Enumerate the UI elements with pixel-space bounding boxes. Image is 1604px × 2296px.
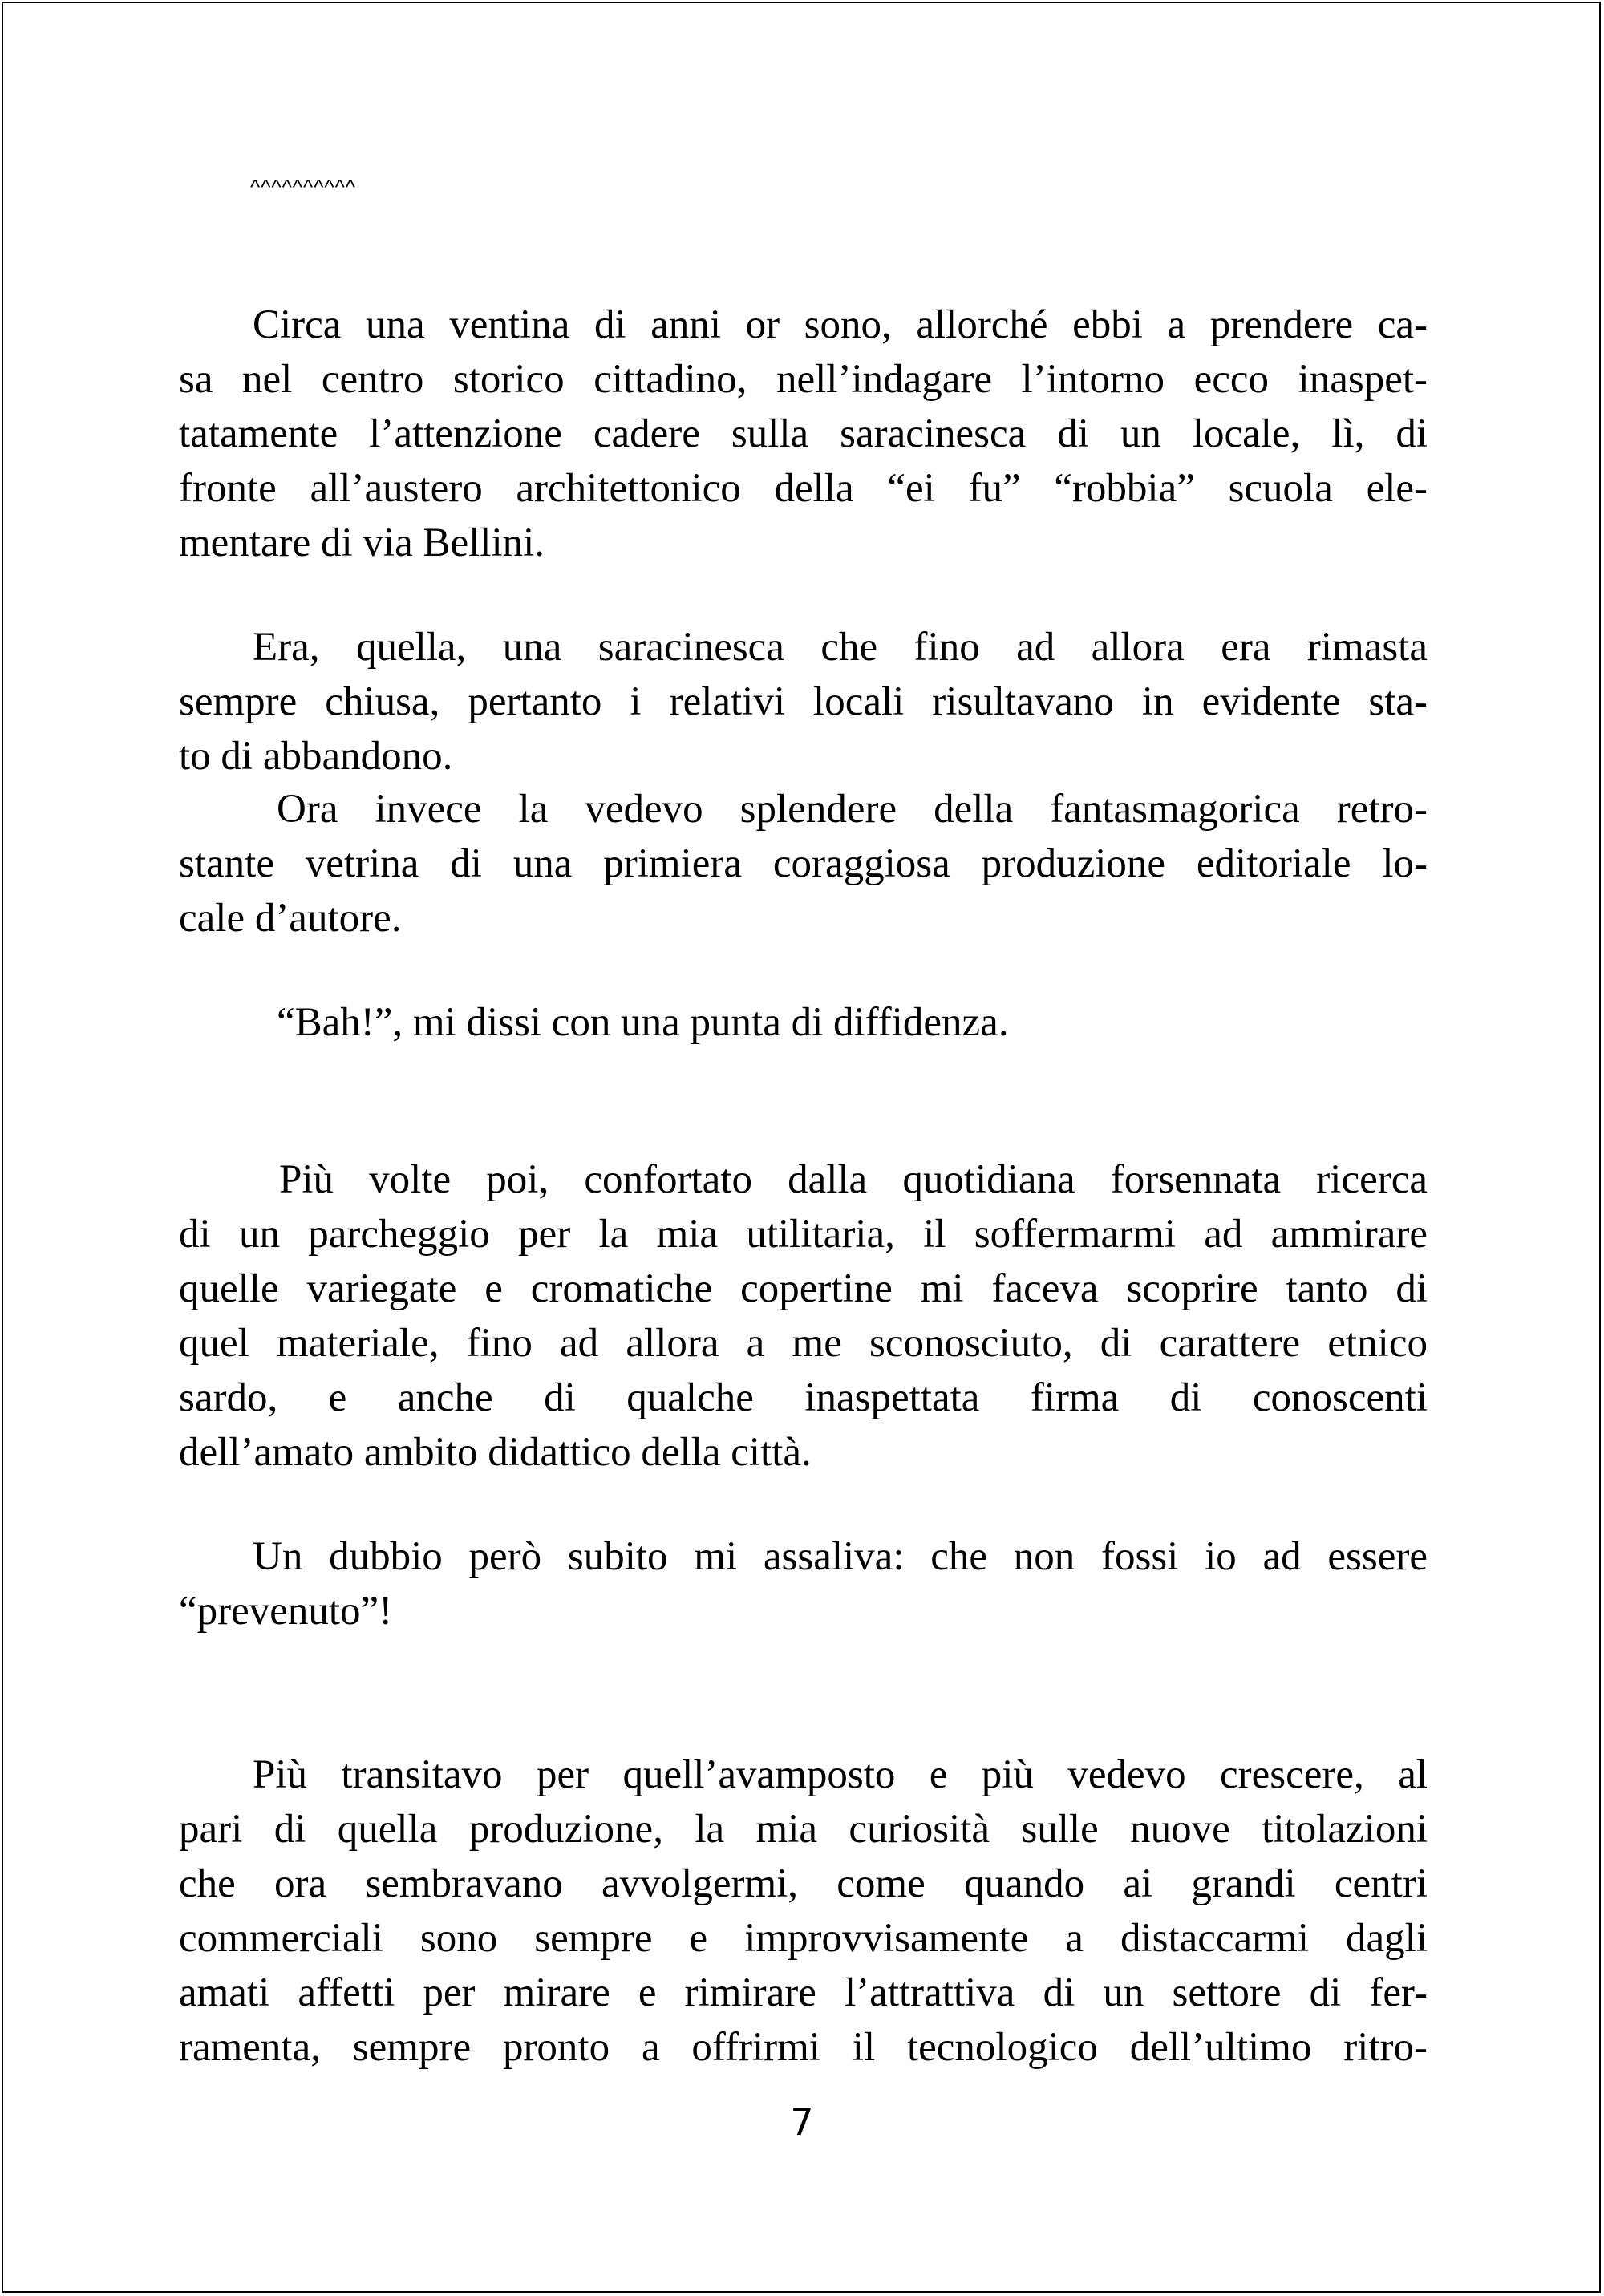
paragraph-6-line-1: Un dubbio però subito mi assaliva: che non fossi io ad essere	[253, 1534, 1428, 1579]
paragraph-2-line-3: to di abbandono.	[179, 734, 453, 779]
paragraph-5-line-2: di un parcheggio per la mia utilitaria, il soffermarmi ad ammirare	[179, 1212, 1428, 1257]
paragraph-1-line-5: mentare di via Bellini.	[179, 520, 545, 565]
paragraph-7-line-2: pari di quella produzione, la mia curiosità sulle nuove titolazioni	[179, 1807, 1428, 1852]
paragraph-3-line-3: cale d’autore.	[179, 896, 402, 941]
paragraph-3-line-1: Ora invece la vedevo splendere della fantasmagorica retro-	[277, 787, 1428, 832]
paragraph-7-line-4: commerciali sono sempre e improvvisamente a distaccarmi dagli	[179, 1916, 1428, 1961]
paragraph-1-line-3: tatamente l’attenzione cadere sulla saracinesca di un locale, lì, di	[179, 411, 1428, 456]
paragraph-5-line-6: dell’amato ambito didattico della città.	[179, 1430, 812, 1475]
paragraph-5-line-4: quel materiale, fino ad allora a me sconosciuto, di carattere etnico	[179, 1321, 1428, 1366]
paragraph-2-line-1: Era, quella, una saracinesca che fino ad allora era rimasta	[253, 625, 1428, 670]
paragraph-6-line-2: “prevenuto”!	[179, 1589, 393, 1634]
paragraph-1-line-4: fronte all’austero architettonico della “ei fu” “robbia” scuola ele-	[179, 466, 1428, 511]
paragraph-5-line-3: quelle variegate e cromatiche copertine mi faceva scoprire tanto di	[179, 1266, 1428, 1311]
paragraph-1-line-2: sa nel centro storico cittadino, nell’indagare l’intorno ecco inaspet-	[179, 357, 1428, 402]
section-ornament: ^^^^^^^^^^	[250, 175, 357, 199]
paragraph-5-line-5: sardo, e anche di qualche inaspettata firma di conoscenti	[179, 1375, 1428, 1420]
paragraph-3-line-2: stante vetrina di una primiera coraggiosa produzione editoriale lo-	[179, 841, 1428, 886]
paragraph-5-line-1: Più volte poi, confortato dalla quotidiana forsennata ricerca	[279, 1157, 1428, 1202]
paragraph-2-line-2: sempre chiusa, pertanto i relativi locali risultavano in evidente sta-	[179, 679, 1428, 724]
paragraph-7-line-1: Più transitavo per quell’avamposto e più vedevo crescere, al	[253, 1752, 1428, 1797]
paragraph-7-line-6: ramenta, sempre pronto a offrirmi il tecnologico dell’ultimo ritro-	[179, 2025, 1428, 2070]
paragraph-4-line-1: “Bah!”, mi dissi con una punta di diffidenza.	[277, 1000, 1009, 1045]
paragraph-7-line-5: amati affetti per mirare e rimirare l’attrattiva di un settore di fer-	[179, 1970, 1428, 2015]
paragraph-7-line-3: che ora sembravano avvolgermi, come quando ai grandi centri	[179, 1861, 1428, 1906]
paragraph-1-line-1: Circa una ventina di anni or sono, allorché ebbi a prendere ca-	[253, 302, 1428, 347]
page-number: 7	[790, 2100, 814, 2144]
